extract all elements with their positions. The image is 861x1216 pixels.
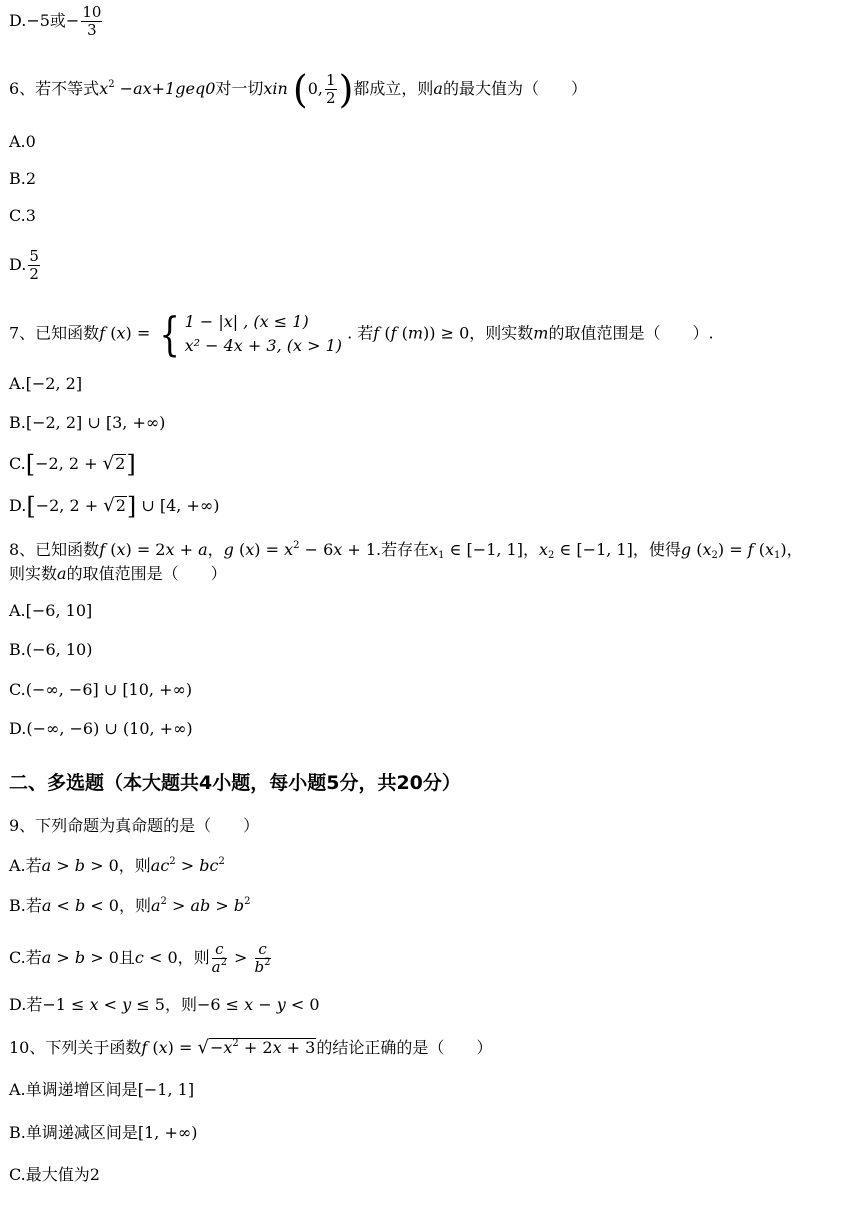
q9-stem: 9、下列命题为真命题的是（ ）: [9, 816, 260, 835]
q8-stem-line1: 8、已知函数f (x) = 2x + a，g $(x) = x^2 - 6x + 1$.若存在$x_1$ ∈ [−1, 1]，$x_2$ ∈ [−1, 1]，使得g $(x_2) = f$ $(x_1)$，: [9, 540, 803, 561]
q6-option-d: D. $\frac{5}{2}$: [9, 247, 39, 283]
q10-stem: 10、下列关于函数f $(x) = √-x^2 + 2x + 3$的结论正确的是（ ）: [9, 1037, 493, 1058]
fraction: $\frac{10}{3}$: [82, 3, 102, 39]
q8-stem-line2: 则实数a的取值范围是（ ）: [9, 564, 227, 583]
q6-stem: 6、若不等式$x^2 -ax+1geq0$对一切xin (0, $\frac{1}{2}$ )都成立，则a的最大值为（ ）: [9, 67, 587, 112]
math-xin: xin: [263, 79, 293, 98]
fraction: $\frac{5}{2}$: [29, 247, 39, 283]
q6-option-c: C.3: [9, 206, 36, 225]
q7-option-d: D.[−2, 2 + √2] ∪ [4, +∞): [9, 492, 220, 521]
fraction: $\frac{c}{a^2}$: [211, 940, 227, 976]
piecewise-function: { 1 − |x| , (x ≤ 1) x² − 4x + 3, (x > 1): [159, 307, 343, 361]
q10-option-b: B.单调递减区间是[1, +∞): [9, 1123, 198, 1142]
q5-option-d: [9, 4, 104, 39]
q6-option-b: B.2: [9, 169, 37, 188]
q8-option-b: B.(−6, 10): [9, 640, 93, 659]
q7-option-a: A.[−2, 2]: [9, 374, 83, 393]
q7-stem: 7、已知函数f (x) = { 1 − |x| , (x ≤ 1) x² − 4x + 3, (x > 1) . 若f (f (m)) ≥ 0，则实数m的取值范围是（ ）.: [9, 307, 714, 361]
q7-option-b: B.[−2, 2] ∪ [3, +∞): [9, 413, 166, 432]
q8-option-a: A.[−6, 10]: [9, 601, 93, 620]
q9-option-d: D.若−1 ≤ x < y ≤ 5，则−6 ≤ x − y < 0: [9, 995, 320, 1014]
option-text: −5或−: [26, 11, 80, 30]
q10-option-a: A.单调递增区间是[−1, 1]: [9, 1080, 195, 1099]
fraction: $\frac{c}{b^2}$: [254, 940, 271, 976]
math-inequality: $x^2 -ax+1geq0$: [99, 79, 216, 98]
q7-option-c: C.[−2, 2 + √2]: [9, 450, 136, 479]
q9-option-b: B.若a < b < 0，则$a^2$ > ab > $b^2$: [9, 896, 251, 915]
q6-option-a: A.0: [9, 132, 36, 151]
q8-option-d: D.(−∞, −6) ∪ (10, +∞): [9, 719, 193, 738]
q10-option-c: C.最大值为2: [9, 1165, 100, 1184]
q9-option-a: A.若a > b > 0，则$ac^2 > bc^2$: [9, 856, 225, 875]
fraction: $\frac{1}{2}$: [326, 71, 336, 107]
q9-option-c: C.若a > b > 0且c < 0，则 $\frac{c}{a^2}$ > $\frac{c}{b^2}$: [9, 940, 271, 976]
section-heading: 二、多选题（本大题共4小题，每小题5分，共20分）: [9, 772, 461, 794]
q8-option-c: C.(−∞, −6] ∪ [10, +∞): [9, 680, 193, 699]
option-label: D.: [9, 11, 27, 30]
